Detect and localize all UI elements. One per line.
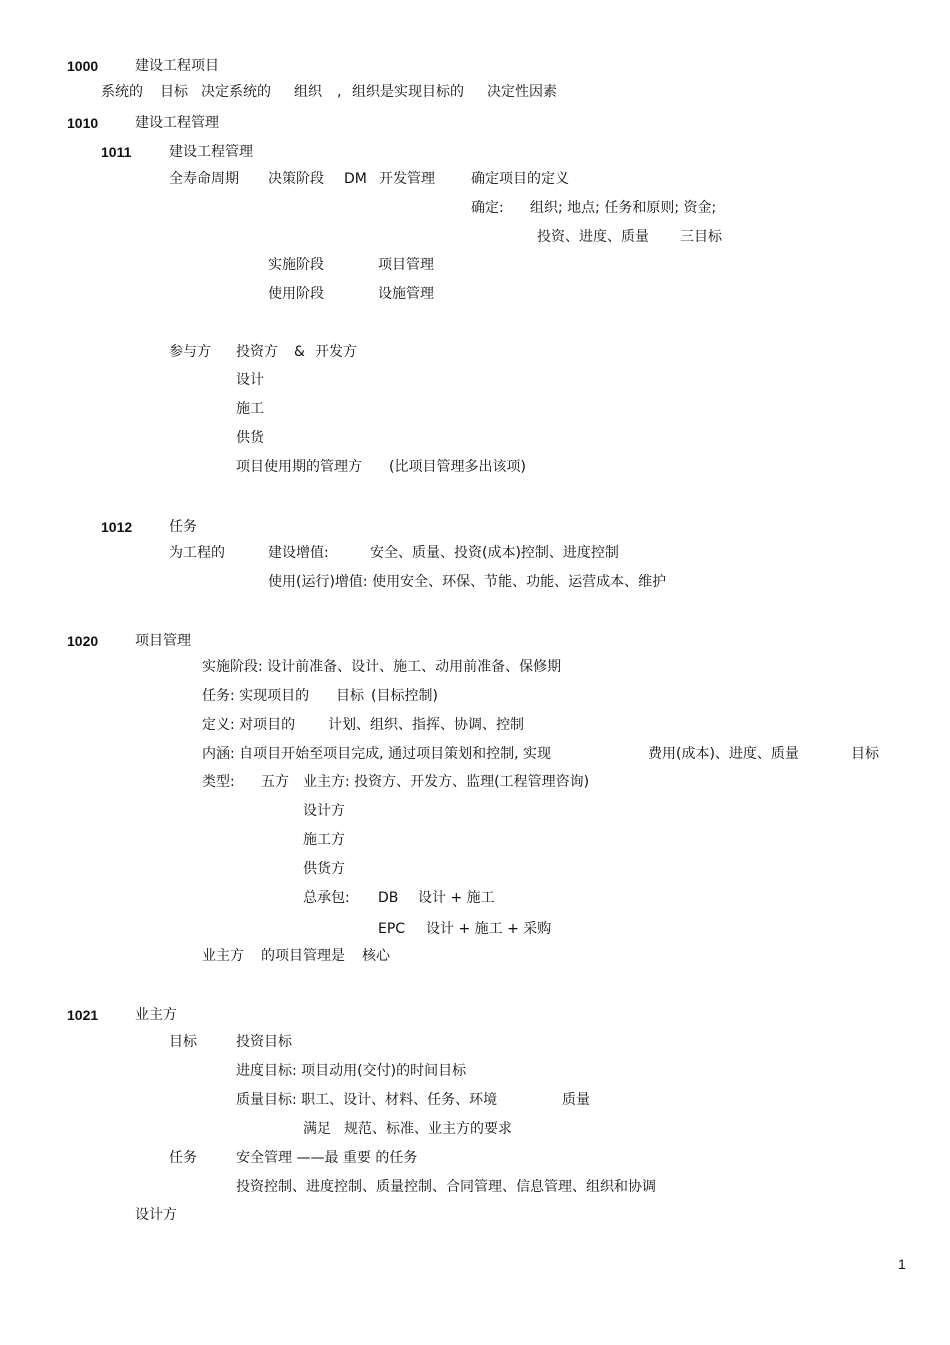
text: 五方	[261, 774, 289, 790]
text: 总承包:	[303, 890, 350, 906]
text: 设计 + 施工	[418, 890, 495, 906]
text: 施工	[236, 401, 264, 417]
section-number: 1012	[101, 519, 133, 535]
text: &	[294, 344, 305, 360]
text: 施工方	[303, 832, 345, 848]
text: 项目使用期的管理方	[236, 459, 362, 475]
text: 组织是实现目标的	[352, 84, 464, 100]
text: 设计方	[303, 803, 345, 819]
text: 目标	[851, 746, 879, 762]
text: 目标	[160, 84, 188, 100]
text: 决策阶段	[268, 171, 324, 187]
section-title: 建设工程项目	[135, 58, 219, 74]
text: 组织; 地点; 任务和原则; 资金;	[530, 200, 717, 216]
text: 进度目标: 项目动用(交付)的时间目标	[236, 1063, 467, 1079]
text: 业主方	[202, 948, 244, 964]
section-number: 1020	[67, 633, 99, 649]
text: (比项目管理多出该项)	[389, 459, 526, 475]
text: 开发管理	[379, 171, 435, 187]
text: DB	[378, 890, 399, 906]
text: 定义: 对项目的	[202, 717, 296, 733]
text: 安全管理 ——最 重要 的任务	[236, 1150, 418, 1166]
section-title: 设计方	[135, 1207, 177, 1223]
text: 系统的	[101, 84, 143, 100]
text: 使用(运行)增值: 使用安全、环保、节能、功能、运营成本、维护	[268, 574, 667, 590]
text: 投资目标	[236, 1034, 292, 1050]
text: 设计 + 施工 + 采购	[426, 921, 552, 937]
text: 核心	[362, 948, 390, 964]
text: 实施阶段: 设计前准备、设计、施工、动用前准备、保修期	[202, 659, 562, 675]
section-title: 业主方	[135, 1007, 177, 1023]
text: (目标控制)	[371, 688, 438, 704]
section-title: 项目管理	[135, 633, 191, 649]
text: 参与方	[169, 344, 211, 360]
text: 计划、组织、指挥、协调、控制	[328, 717, 524, 733]
text: 任务: 实现项目的	[202, 688, 310, 704]
text: 建设增值:	[268, 545, 329, 561]
text: 为工程的	[169, 545, 225, 561]
text: 目标	[169, 1034, 197, 1050]
text: EPC	[378, 921, 406, 937]
text: 全寿命周期	[169, 171, 239, 187]
section-title: 建设工程管理	[135, 115, 219, 131]
text: 设施管理	[378, 286, 434, 302]
text: 决定性因素	[487, 84, 557, 100]
text: 投资、进度、质量	[537, 229, 649, 245]
text: 确定项目的定义	[471, 171, 569, 187]
section-title: 建设工程管理	[169, 144, 253, 160]
section-number: 1000	[67, 58, 99, 74]
text: 确定:	[471, 200, 504, 216]
text: 决定系统的	[201, 84, 271, 100]
text: 供货方	[303, 861, 345, 877]
page-number: 1	[898, 1256, 906, 1272]
text: 业主方: 投资方、开发方、监理(工程管理咨询)	[303, 774, 590, 790]
text: 质量	[562, 1092, 590, 1108]
text: 使用阶段	[268, 286, 324, 302]
text: 投资控制、进度控制、质量控制、合同管理、信息管理、组织和协调	[236, 1179, 656, 1195]
text: 开发方	[315, 344, 357, 360]
text: 内涵: 自项目开始至项目完成, 通过项目策划和控制, 实现	[202, 746, 551, 762]
text: 费用(成本)、进度、质量	[648, 746, 799, 762]
text: 三目标	[680, 229, 722, 245]
text: 实施阶段	[268, 257, 324, 273]
text: 任务	[169, 1150, 197, 1166]
section-title: 任务	[169, 519, 197, 535]
text: 投资方	[236, 344, 278, 360]
text: 组织	[294, 84, 322, 100]
section-number: 1011	[101, 144, 132, 160]
text: 质量目标: 职工、设计、材料、任务、环境	[236, 1092, 498, 1108]
text: 安全、质量、投资(成本)控制、进度控制	[370, 545, 619, 561]
text: 供货	[236, 430, 264, 446]
text: 项目管理	[378, 257, 434, 273]
text: 的项目管理是	[261, 948, 345, 964]
text: 规范、标准、业主方的要求	[344, 1121, 512, 1137]
section-number: 1010	[67, 115, 99, 131]
text: 目标	[336, 688, 364, 704]
section-number: 1021	[67, 1007, 99, 1023]
text: 设计	[236, 372, 264, 388]
text: ,	[337, 84, 342, 100]
text: DM	[344, 171, 367, 187]
text: 类型:	[202, 774, 235, 790]
text: 满足	[303, 1121, 331, 1137]
